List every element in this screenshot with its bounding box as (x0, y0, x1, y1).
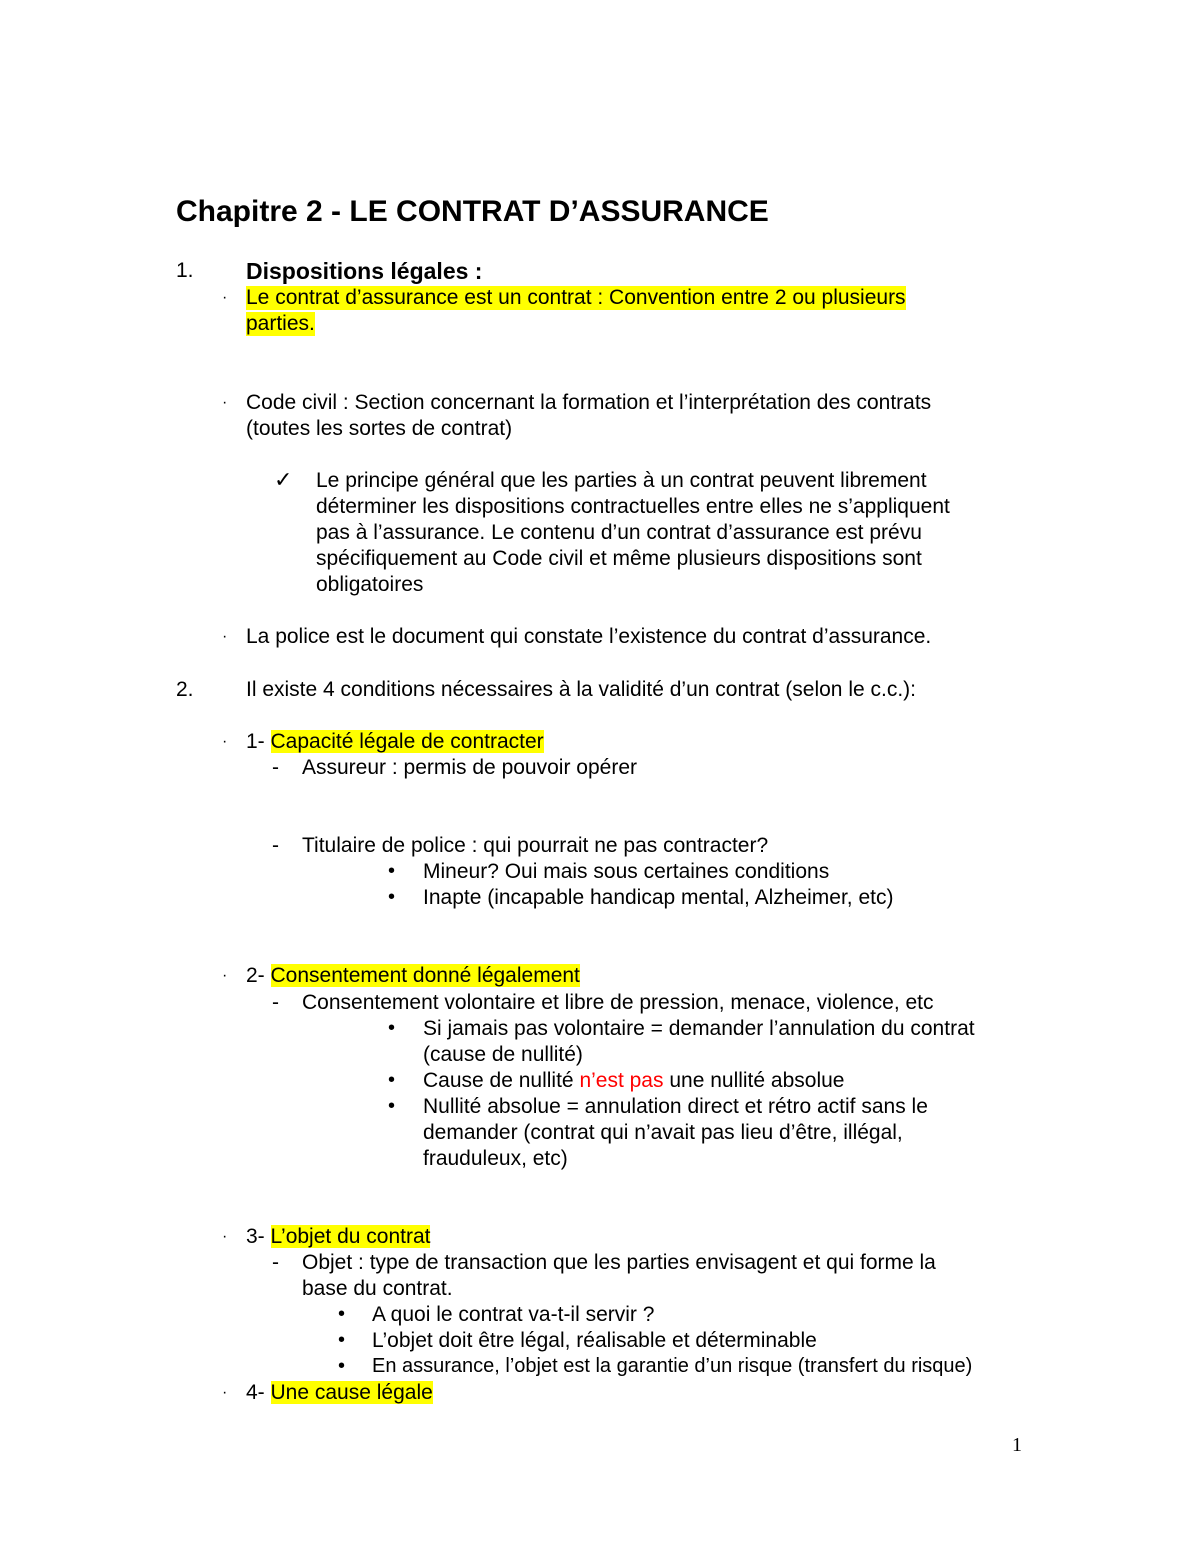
list-item-text: Consentement volontaire et libre de pression, menace, violence, etc (302, 991, 934, 1014)
bullet-icon: • (388, 1017, 396, 1039)
small-bullet-icon: · (222, 1384, 228, 1401)
list-item-text: Nullité absolue = annulation direct et rétro actif sans le (423, 1095, 928, 1118)
condition-prefix: 4- (246, 1381, 271, 1404)
small-bullet-icon: · (222, 628, 228, 645)
list-item-text: (cause de nullité) (423, 1043, 583, 1066)
list-item-text: Objet : type de transaction que les parties envisagent et qui forme la (302, 1251, 936, 1274)
list-item-text: base du contrat. (302, 1277, 453, 1300)
small-bullet-icon: · (222, 967, 228, 984)
highlighted-text: Consentement donné légalement (270, 964, 580, 987)
bullet-icon: • (338, 1329, 346, 1351)
list-item-text: Assureur : permis de pouvoir opérer (302, 756, 637, 779)
list-item-text: Inapte (incapable handicap mental, Alzheimer, etc) (423, 886, 894, 909)
list-item-text: La police est le document qui constate l’existence du contrat d’assurance. (246, 625, 932, 648)
list-item-text (423, 1069, 844, 1093)
list-item-text: frauduleux, etc) (423, 1147, 568, 1170)
list-item-text: demander (contrat qui n’avait pas lieu d’être, illégal, (423, 1121, 903, 1144)
dash-icon: - (272, 756, 279, 779)
condition-3 (246, 1225, 430, 1249)
condition-prefix: 1- (246, 730, 271, 753)
condition-4 (246, 1381, 433, 1405)
red-text: n’est pas (579, 1069, 664, 1092)
bullet-icon: • (338, 1303, 346, 1325)
check-item-text: obligatoires (316, 573, 424, 596)
section-2-number: 2. (176, 678, 194, 701)
section-1-heading: Dispositions légales : (246, 258, 483, 284)
condition-prefix: 2- (246, 964, 271, 987)
text-run: Cause de nullité (423, 1069, 580, 1092)
small-bullet-icon: · (222, 733, 228, 750)
dash-icon: - (272, 1251, 279, 1274)
dash-icon: - (272, 834, 279, 857)
list-item-text: (toutes les sortes de contrat) (246, 417, 513, 440)
section-1-number: 1. (176, 259, 194, 282)
list-item-text: Si jamais pas volontaire = demander l’annulation du contrat (423, 1017, 975, 1040)
condition-1 (246, 730, 544, 754)
highlighted-text: Le contrat d’assurance est un contrat : Convention entre 2 ou plusieurs (246, 286, 906, 309)
text-run: une nullité absolue (663, 1069, 845, 1092)
small-bullet-icon: · (222, 289, 228, 306)
bullet-icon: • (388, 860, 396, 882)
dash-icon: - (272, 991, 279, 1014)
check-item-text: spécifiquement au Code civil et même plusieurs dispositions sont (316, 547, 922, 570)
bullet-icon: • (388, 1069, 396, 1091)
list-item-text: Mineur? Oui mais sous certaines conditions (423, 860, 830, 883)
small-bullet-icon: · (222, 1228, 228, 1245)
highlighted-text: parties. (246, 312, 315, 335)
bullet-icon: • (338, 1355, 346, 1377)
list-item-text: Titulaire de police : qui pourrait ne pas contracter? (302, 834, 769, 857)
page-number: 1 (1012, 1434, 1022, 1456)
check-item-text: déterminer les dispositions contractuelles entre elles ne s’appliquent (316, 495, 950, 518)
condition-2 (246, 964, 580, 988)
bullet-icon: • (388, 886, 396, 908)
section-2-text: Il existe 4 conditions nécessaires à la validité d’un contrat (selon le c.c.): (246, 678, 917, 701)
page-title: Chapitre 2 - LE CONTRAT D’ASSURANCE (176, 195, 769, 228)
list-item-text: Code civil : Section concernant la formation et l’interprétation des contrats (246, 391, 932, 414)
highlighted-text: L’objet du contrat (270, 1225, 431, 1248)
check-icon: ✓ (274, 467, 293, 492)
highlighted-text: Une cause légale (270, 1381, 433, 1404)
list-item-text: En assurance, l’objet est la garantie d’un risque (transfert du risque) (372, 1355, 973, 1377)
highlighted-text: Capacité légale de contracter (270, 730, 544, 753)
small-bullet-icon: · (222, 394, 228, 411)
check-item-text: pas à l’assurance. Le contenu d’un contrat d’assurance est prévu (316, 521, 922, 544)
check-item-text: Le principe général que les parties à un contrat peuvent librement (316, 469, 927, 492)
bullet-icon: • (388, 1095, 396, 1117)
list-item-text: L’objet doit être légal, réalisable et déterminable (372, 1329, 817, 1352)
list-item-text: A quoi le contrat va-t-il servir ? (372, 1303, 655, 1326)
condition-prefix: 3- (246, 1225, 271, 1248)
